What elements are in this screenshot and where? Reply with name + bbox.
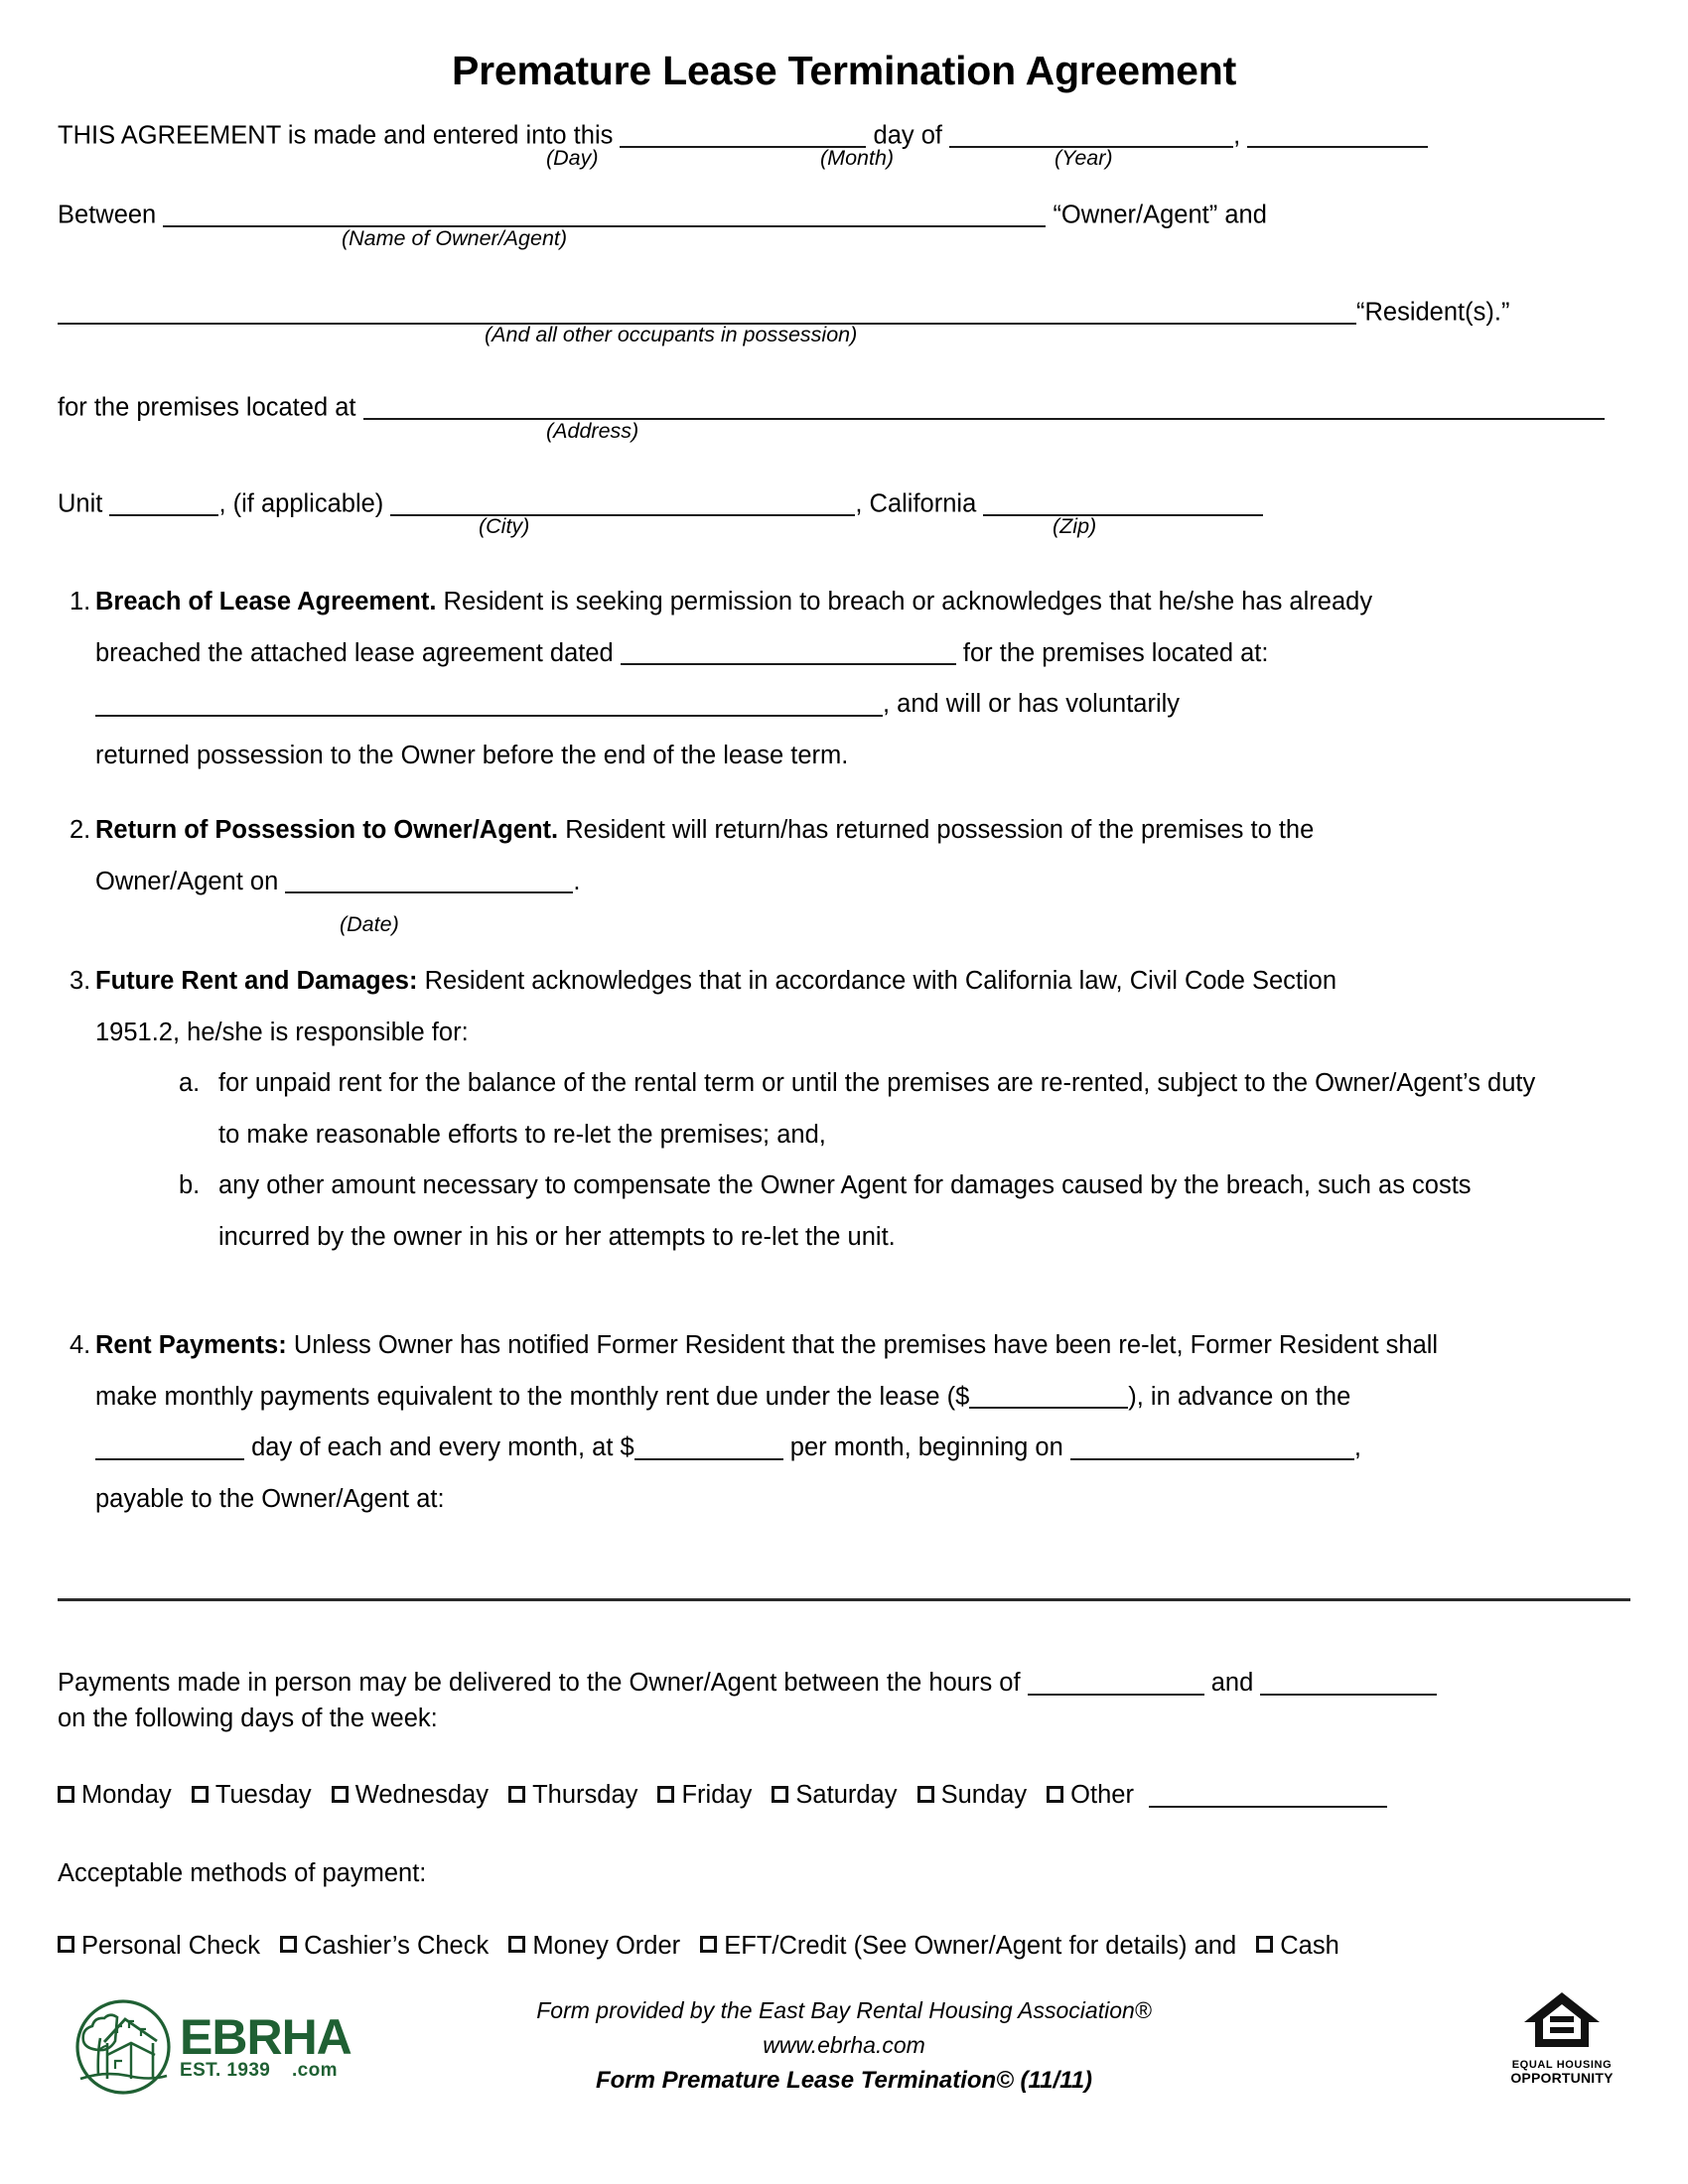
checkbox-label-wednesday: Wednesday [354,1780,489,1809]
in-person-text-mid: and [1210,1669,1254,1698]
owner-agent-suffix: “Owner/Agent” and [1053,201,1267,229]
residents-line [58,297,1630,325]
hours-to-blank[interactable] [1260,1668,1437,1696]
in-person-line-1 [58,1665,1630,1701]
clause-3-heading: Future Rent and Damages: [95,967,418,996]
unit-city-zip-line [58,488,1630,516]
checkbox-label-cashiers-check: Cashier’s Check [304,1931,490,1960]
ebrha-established: EST. 1939 [180,2060,271,2082]
in-person-payments-block [58,1665,1630,1736]
clause-4-body [95,1320,1630,1525]
checkbox-label-friday: Friday [681,1780,753,1809]
clause-1-text-3-post: , and will or has voluntarily [883,690,1181,719]
checkbox-day-tuesday[interactable] [192,1780,312,1811]
clause-1-line-3 [95,679,1630,731]
clause-4 [58,1320,1630,1525]
checkbox-method-personal-check[interactable] [58,1931,260,1962]
clause-2-body [95,805,1630,937]
clause-4-text-1: Unless Owner has notified Former Resident that the premises have been re-let, Former Resident shall [293,1331,1439,1360]
checkbox-method-money-order[interactable] [508,1931,680,1962]
checkbox-square-icon[interactable] [917,1786,934,1803]
clause-2-line-2 [95,857,1630,908]
address-caption: (Address) [546,418,639,443]
day-blank[interactable] [620,120,866,148]
equal-housing-caption [1503,2059,1620,2087]
clause-4-text-2-post: ), in advance on the [1128,1382,1351,1411]
between-label: Between [58,201,157,229]
ebrha-domain: .com [291,2060,338,2082]
checkbox-label-personal-check: Personal Check [81,1931,261,1960]
zip-caption: (Zip) [1053,514,1097,539]
checkbox-day-monday[interactable] [58,1780,172,1811]
clause-4-line-1 [95,1320,1630,1372]
name-of-owner-caption: (Name of Owner/Agent) [342,225,568,250]
year-caption: (Year) [1055,146,1113,171]
address-caption-row [58,418,1630,448]
clause-3-sub-a-text: for unpaid rent for the balance of the rental term or until the premises are re-rented, subject to the Owner/Agent’s duty to make reasonable efforts to re-let the premises; and, [218,1069,1536,1149]
equal-housing-opportunity-logo [1503,1989,1620,2087]
footer-credits [58,1993,1630,2099]
checkbox-day-wednesday[interactable] [332,1780,489,1811]
checkbox-label-tuesday: Tuesday [214,1780,312,1809]
clause-3 [58,956,1630,1058]
footer-form-id: Form Premature Lease Termination© (11/11) [595,2066,1093,2094]
checkbox-square-icon[interactable] [657,1786,674,1803]
equal-housing-house-icon [1521,1989,1603,2053]
payment-methods-checkbox-row [58,1931,1630,1962]
checkbox-label-sunday: Sunday [940,1780,1028,1809]
clause-3-line-1 [95,956,1630,1008]
clause-3-body [95,956,1630,1058]
city-zip-caption-row [58,516,1630,543]
clause-3-sub-item-a [58,1058,1630,1160]
methods-label: Acceptable methods of payment: [58,1858,427,1887]
checkbox-square-icon[interactable] [1256,1936,1273,1953]
month-blank[interactable] [949,120,1233,148]
clause-3-sub-b-marker: b. [179,1171,201,1200]
clause-3-number: 3. [70,967,91,996]
checkbox-label-other: Other [1070,1780,1134,1809]
checkbox-square-icon[interactable] [700,1936,717,1953]
equal-housing-line-2: OPPORTUNITY [1510,2070,1614,2087]
checkbox-square-icon[interactable] [1047,1786,1063,1803]
checkbox-square-icon[interactable] [332,1786,349,1803]
intro-text: THIS AGREEMENT is made and entered into this [58,121,614,150]
checkbox-label-money-order: Money Order [532,1931,681,1960]
clause-3-sub-b-text: any other amount necessary to compensate the Owner Agent for damages caused by the breach, such as costs incurred by the owner in his or her attempts to re-let the unit. [218,1171,1472,1251]
year-blank[interactable] [1247,120,1428,148]
in-person-text-pre: Payments made in person may be delivered to the Owner/Agent between the hours of [58,1669,1021,1698]
date-comma: , [1233,121,1241,150]
city-caption: (City) [479,514,530,539]
checkbox-day-thursday[interactable] [508,1780,637,1811]
state-label: , California [855,489,977,518]
checkbox-square-icon[interactable] [508,1936,525,1953]
clause-3-text-1: Resident acknowledges that in accordance with California law, Civil Code Section [424,967,1337,996]
city-blank[interactable] [390,488,855,516]
clause-3-line-2: 1951.2, he/she is responsible for: [95,1018,469,1046]
clause-2-number: 2. [70,816,91,845]
checkbox-square-icon[interactable] [58,1786,74,1803]
clause-2-caption-row [95,907,1630,937]
clause-1-premises-blank[interactable] [95,689,883,717]
checkbox-method-cash[interactable] [1256,1931,1339,1962]
page-title: Premature Lease Termination Agreement [451,48,1237,93]
residents-blank[interactable] [58,297,1356,325]
checkbox-label-saturday: Saturday [795,1780,898,1809]
clause-4-line-4: payable to the Owner/Agent at: [95,1484,445,1513]
clause-3-sub-item-b [58,1160,1630,1263]
clause-4-text-3-a: day of each and every month, at $ [251,1433,634,1462]
owner-agent-caption-row [58,225,1630,255]
if-applicable-text: , (if applicable) [218,489,384,518]
payment-address-rule [58,1598,1630,1601]
clause-2-heading: Return of Possession to Owner/Agent. [95,816,559,845]
clause-3-sub-list [58,1058,1630,1263]
monthly-rent-blank[interactable] [969,1381,1128,1409]
premises-label: for the premises located at [58,393,356,422]
checkbox-label-monday: Monday [81,1780,172,1809]
clause-4-text-2-pre: make monthly payments equivalent to the monthly rent due under the lease ($ [95,1382,970,1411]
owner-agent-name-blank[interactable] [163,200,1046,227]
due-day-blank[interactable] [95,1433,244,1460]
checkbox-day-saturday[interactable] [772,1780,897,1811]
clause-1-body [95,577,1630,781]
clause-2-text-2-post: . [573,867,581,895]
hours-from-blank[interactable] [1028,1668,1204,1696]
month-caption: (Month) [820,146,895,171]
checkbox-method-cashiers-check[interactable] [280,1931,489,1962]
clause-2 [58,805,1630,937]
clause-2-text-1: Resident will return/has returned possession of the premises to the [565,816,1315,845]
clause-4-line-3 [95,1423,1630,1474]
checkbox-day-other[interactable] [1047,1780,1134,1811]
agreement-header-block [58,120,1630,543]
equal-housing-line-1: EQUAL HOUSING [1511,2059,1613,2071]
payment-methods-label-row [58,1855,1630,1891]
residents-suffix: “Resident(s).” [1356,298,1510,327]
clause-4-text-3-b: per month, beginning on [789,1433,1063,1462]
zip-blank[interactable] [983,488,1263,516]
clause-1-heading: Breach of Lease Agreement. [95,588,437,616]
return-date-blank[interactable] [285,866,573,893]
days-of-week-checkbox-row [58,1780,1630,1811]
checkbox-square-icon[interactable] [58,1936,74,1953]
checkbox-square-icon[interactable] [192,1786,209,1803]
occupants-caption: (And all other occupants in possession) [485,323,858,347]
page-footer [58,1983,1630,2152]
return-date-caption: (Date) [340,912,399,937]
clause-1-line-4: returned possession to the Owner before the end of the lease term. [95,741,849,769]
address-blank[interactable] [363,392,1605,420]
unit-label: Unit [58,489,103,518]
lease-date-blank[interactable] [621,637,956,665]
checkbox-square-icon[interactable] [508,1786,525,1803]
clause-1-text-2-post: for the premises located at: [962,638,1269,667]
clause-1-line-1 [95,577,1630,628]
premises-line [58,392,1630,420]
clause-4-heading: Rent Payments: [95,1331,287,1360]
clause-2-line-1 [95,805,1630,857]
footer-provided-by: Form provided by the East Bay Rental Housing Association® [536,1997,1152,2023]
clause-1 [58,577,1630,781]
clause-4-text-3-c: , [1353,1433,1361,1462]
residents-caption-row [58,325,1630,351]
clause-4-number: 4. [70,1331,91,1360]
clause-1-number: 1. [70,588,91,616]
clause-1-text-1: Resident is seeking permission to breach or acknowledges that he/she has already [443,588,1373,616]
checkbox-square-icon[interactable] [280,1936,297,1953]
checkbox-day-sunday[interactable] [917,1780,1028,1811]
checkbox-label-eft-credit: EFT/Credit (See Owner/Agent for details) and [724,1931,1237,1960]
checkbox-method-eft-credit[interactable] [700,1931,1236,1962]
rent-amount-blank[interactable] [634,1433,783,1460]
clauses-section [58,577,1630,1525]
clause-2-text-2-pre: Owner/Agent on [95,867,279,895]
date-captions [58,148,1630,175]
other-day-blank[interactable] [1149,1780,1387,1808]
clause-1-text-2-pre: breached the attached lease agreement dated [95,638,614,667]
day-caption: (Day) [546,146,599,171]
beginning-date-blank[interactable] [1070,1433,1354,1460]
in-person-line-2: on the following days of the week: [58,1705,438,1733]
checkbox-label-thursday: Thursday [532,1780,638,1809]
ebrha-name: EBRHA [180,2008,352,2065]
unit-blank[interactable] [109,488,218,516]
footer-website[interactable]: www.ebrha.com [763,2031,925,2058]
clause-1-line-2 [95,628,1630,680]
day-of-text: day of [873,121,943,150]
owner-agent-line [58,200,1630,227]
clause-4-line-2 [95,1372,1630,1424]
checkbox-square-icon[interactable] [772,1786,788,1803]
clause-3-sub-a-marker: a. [179,1069,201,1098]
checkbox-label-cash: Cash [1280,1931,1339,1960]
checkbox-day-friday[interactable] [657,1780,752,1811]
date-line [58,120,1630,148]
